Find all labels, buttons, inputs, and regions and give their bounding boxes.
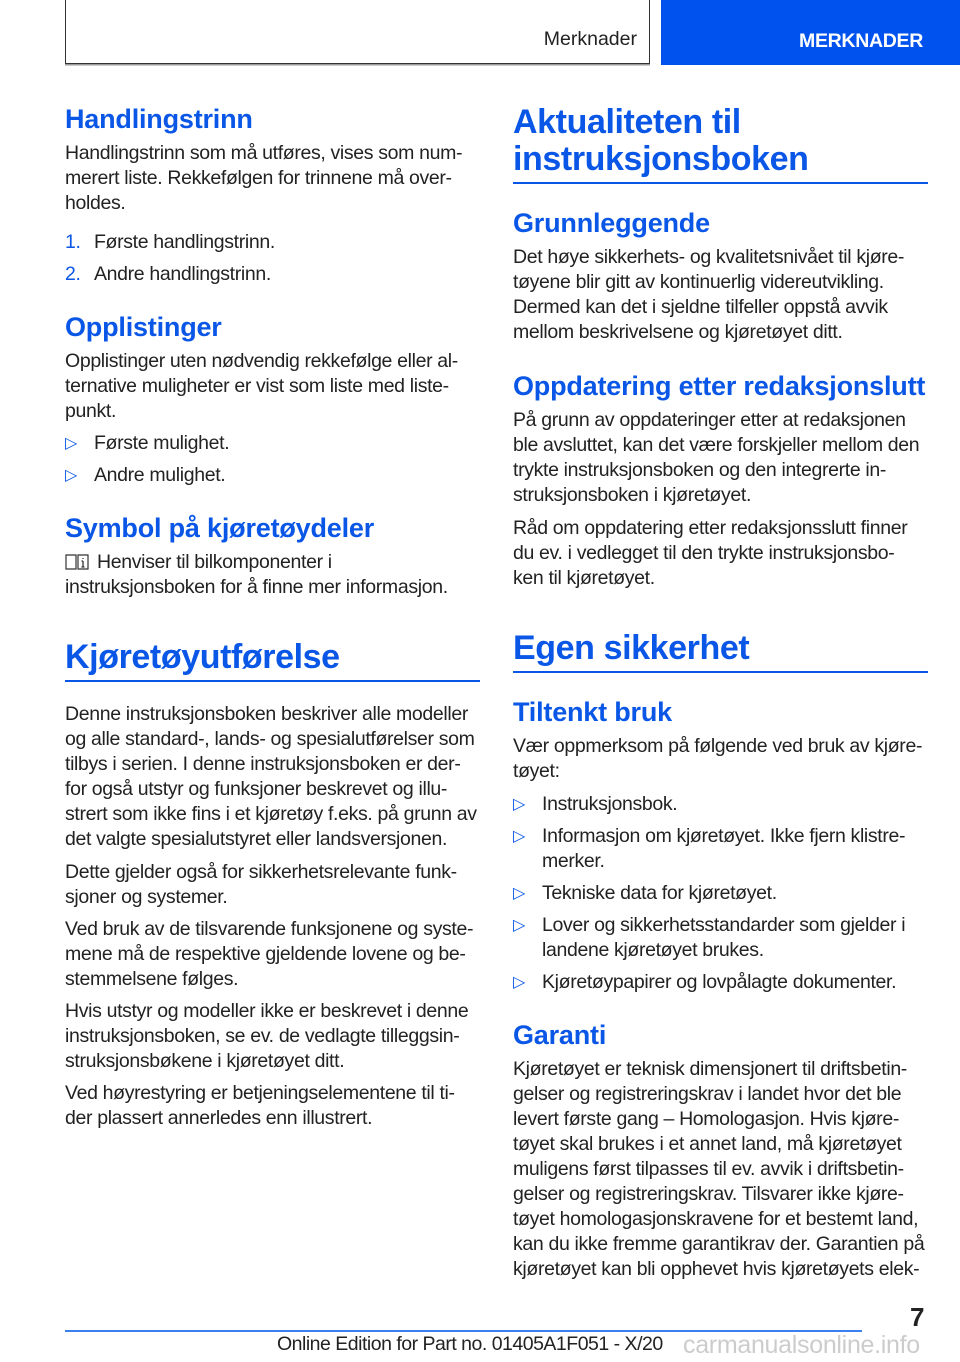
list-item — [65, 463, 480, 488]
paragraph: Denne instruksjonsboken beskriver alle modeller og alle standard-, lands- og spesialutførelser som tilbys i serien. I denne instruksjonsboken er der- for også utstyr og funksjoner beskrevet og illu- strert som ikke fins i et kjøretøy f.eks. på grunn av det valgte spesialutstyret eller landsversjonen. — [65, 703, 477, 850]
header-box — [65, 0, 650, 64]
triangle-bullet-icon: ▷ — [65, 467, 77, 484]
list-item — [513, 824, 928, 874]
list-item — [65, 262, 480, 287]
heading-tiltenkt-bruk: Tiltenkt bruk — [513, 697, 672, 727]
heading-aktualitet: Aktualiteten til instruksjonsboken — [513, 103, 809, 178]
list-text: Instruksjonsbok. — [542, 793, 678, 815]
heading-rule — [65, 680, 480, 682]
list-item — [65, 230, 480, 255]
list-item — [65, 431, 480, 456]
list-text: Kjøretøypapirer og lovpålagte dokumenter. — [542, 971, 897, 993]
paragraph: Kjøretøyet er teknisk dimensjonert til driftsbetin- gelser og registreringskrav i landet hvor det ble levert første gang – Homologasjon. Hvis kjøre- tøyet skal brukes i et annet land, må kjøretøyet muligens først tilpasses til ev. avvik i driftsbetin- gelser og registreringskrav. Tilsvarer ikke kjøre- tøyet homologasjonskravene for et bestemt land, kan du ikke fremme garantikrav der. Garantien på kjøretøyet kan bli opphevet hvis kjøretøyets elek- — [513, 1058, 925, 1280]
paragraph: Det høye sikkerhets- og kvalitetsnivået til kjøre- tøyene blir gitt av kontinuerlig videreutvikling. Dermed kan det i sjeldne tilfeller oppstå avvik mellom beskrivelsene og kjøretøyet ditt. — [513, 246, 905, 343]
heading-kjoretoyutforelse: Kjøretøyutførelse — [65, 638, 340, 676]
symbol-text-line1: Henviser til bilkomponenter i — [97, 551, 332, 573]
list-text: Andre handlingstrinn. — [94, 263, 271, 285]
list-item — [513, 881, 928, 906]
paragraph-symbol — [65, 550, 448, 600]
list-text: Lover og sikkerhetsstandarder som gjelder i landene kjøretøyet brukes. — [542, 914, 906, 961]
list-number: 2. — [65, 263, 81, 285]
list-item — [513, 792, 928, 817]
heading-handlingstrinn: Handlingstrinn — [65, 104, 253, 134]
paragraph: Opplistinger uten nødvendig rekkefølge eller al- ternative muligheter er vist som liste med liste- punkt. — [65, 350, 458, 422]
header-section-label: Merknader — [543, 28, 637, 50]
list-text: Informasjon om kjøretøyet. Ikke fjern klistre- merker. — [542, 825, 906, 872]
footer-edition: Online Edition for Part no. 01405A1F051 - X/20 — [277, 1333, 663, 1355]
triangle-bullet-icon: ▷ — [513, 796, 525, 813]
heading-rule — [513, 671, 928, 673]
triangle-bullet-icon: ▷ — [65, 435, 77, 452]
page-number: 7 — [910, 1302, 925, 1332]
heading-garanti: Garanti — [513, 1020, 607, 1050]
symbol-text-line2: instruksjonsboken for å finne mer informasjon. — [65, 576, 448, 598]
paragraph: Ved bruk av de tilsvarende funksjonene og syste- mene må de respektive gjeldende lovene og be- stemmelsene følges. — [65, 918, 474, 990]
heading-opplistinger: Opplistinger — [65, 312, 222, 342]
list-text: Første mulighet. — [94, 432, 230, 454]
list-text: Andre mulighet. — [94, 464, 226, 486]
list-item — [513, 970, 928, 995]
heading-grunnleggende: Grunnleggende — [513, 208, 710, 238]
paragraph: Råd om oppdatering etter redaksjonsslutt finner du ev. i vedlegget til den trykte instruksjonsbo- ken til kjøretøyet. — [513, 517, 908, 589]
paragraph: Vær oppmerksom på følgende ved bruk av kjøre- tøyet: — [513, 735, 923, 782]
paragraph: Handlingstrinn som må utføres, vises som num- merert liste. Rekkefølgen for trinnene må over- holdes. — [65, 142, 463, 214]
header-tab-label: MERKNADER — [799, 30, 924, 52]
triangle-bullet-icon: ▷ — [513, 917, 525, 934]
triangle-bullet-icon: ▷ — [513, 974, 525, 991]
paragraph: Hvis utstyr og modeller ikke er beskrevet i denne instruksjonsboken, se ev. de vedlagte tilleggsin- struksjonsbøkene i kjøretøyet ditt. — [65, 1000, 469, 1072]
paragraph: Dette gjelder også for sikkerhetsrelevante funk- sjoner og systemer. — [65, 861, 457, 908]
list-item — [513, 913, 928, 963]
paragraph: Ved høyrestyring er betjeningselementene til ti- der plassert annerledes enn illustrert. — [65, 1082, 455, 1129]
heading-symbol: Symbol på kjøretøydeler — [65, 513, 374, 543]
book-info-icon — [65, 554, 89, 570]
triangle-bullet-icon: ▷ — [513, 828, 525, 845]
header-tab — [661, 0, 960, 65]
heading-egen-sikkerhet: Egen sikkerhet — [513, 629, 750, 667]
heading-oppdatering: Oppdatering etter redaksjonslutt — [513, 371, 926, 401]
heading-rule — [513, 182, 928, 184]
list-text: Første handlingstrinn. — [94, 231, 275, 253]
list-text: Tekniske data for kjøretøyet. — [542, 882, 777, 904]
paragraph: På grunn av oppdateringer etter at redaksjonen ble avsluttet, kan det være forskjeller mellom den trykte instruksjonsboken og den integrerte in- struksjonsboken i kjøretøyet. — [513, 409, 920, 506]
watermark: carmanualsonline.info — [683, 1331, 920, 1359]
list-number: 1. — [65, 231, 81, 253]
triangle-bullet-icon: ▷ — [513, 885, 525, 902]
